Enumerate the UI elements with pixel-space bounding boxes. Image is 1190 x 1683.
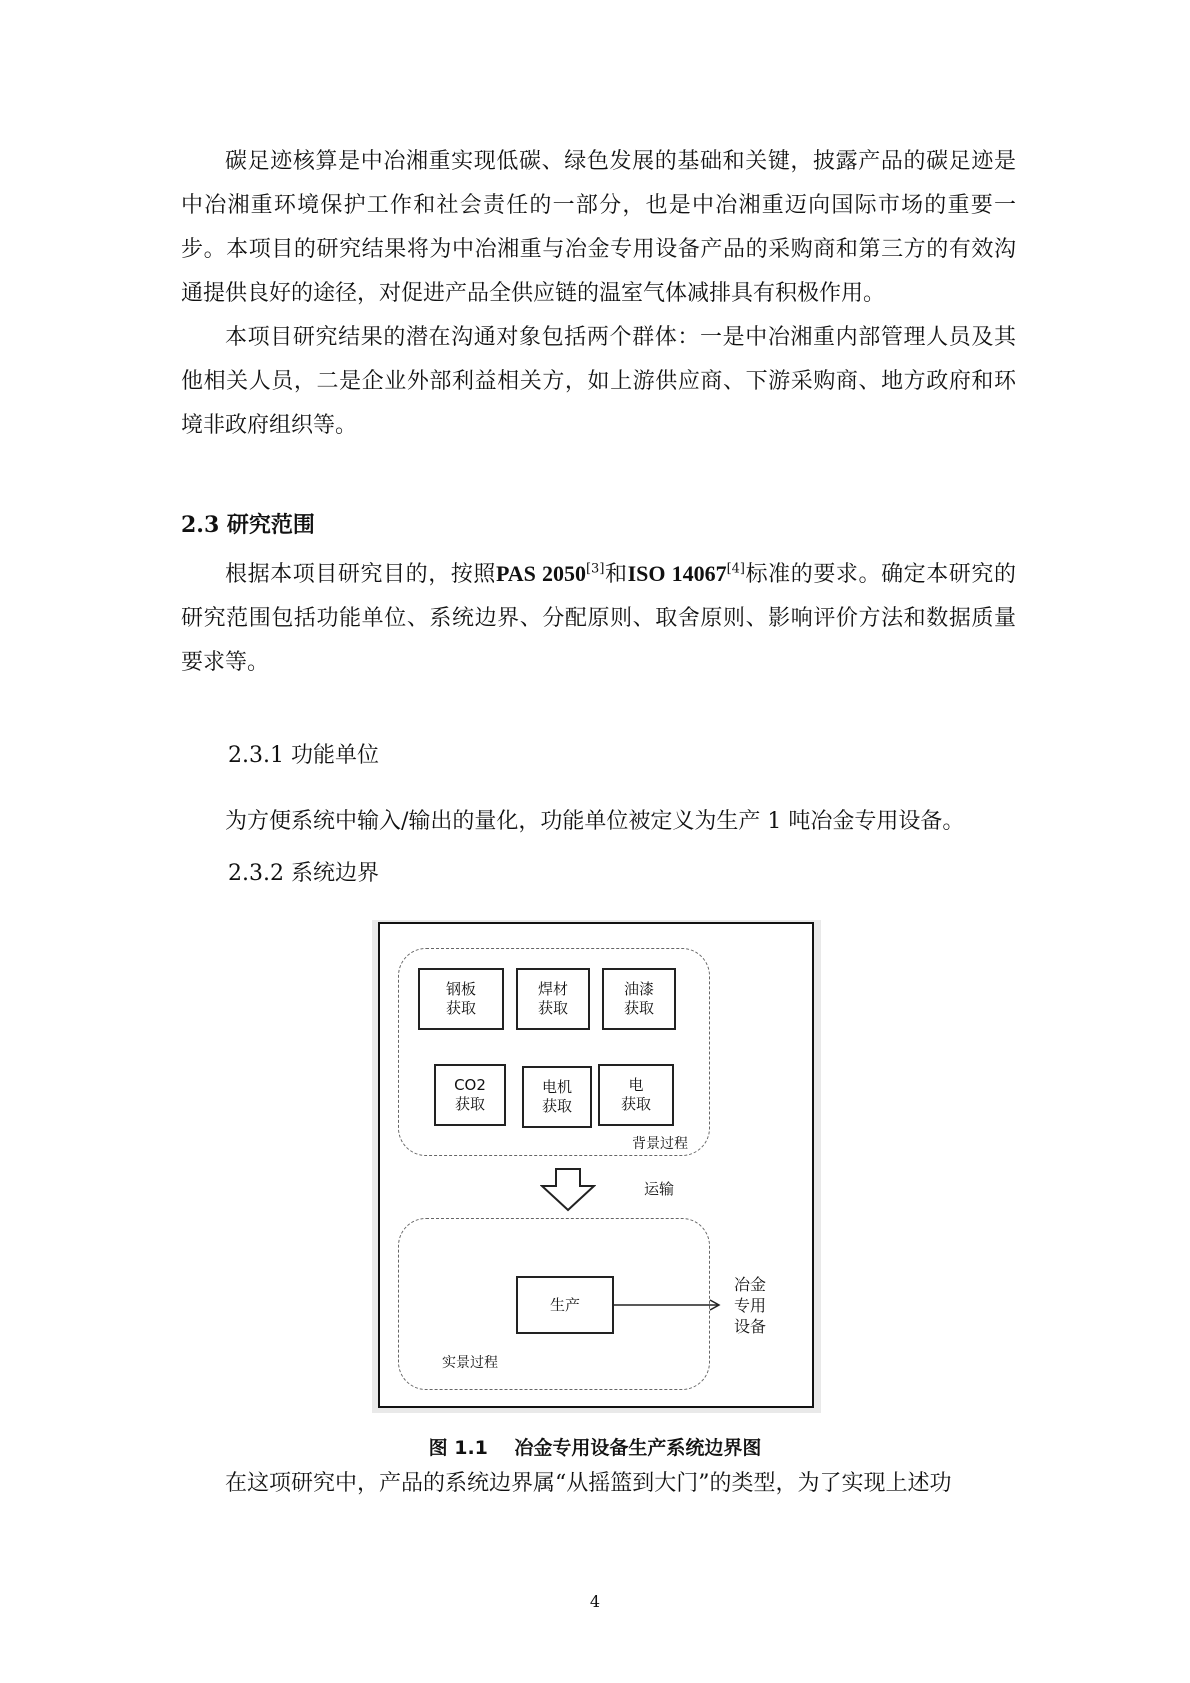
subheading-2-3-2: 2.3.2 系统边界 bbox=[228, 861, 379, 886]
paragraph-scope-block bbox=[181, 552, 1016, 685]
output-arrow-icon bbox=[613, 1298, 723, 1312]
box-label-line1: CO2 bbox=[454, 1076, 486, 1094]
box-label-line1: 钢板 bbox=[445, 980, 476, 998]
section-heading-2-3: 2.3 研究范围 bbox=[181, 512, 315, 538]
box-label-line1: 油漆 bbox=[623, 980, 654, 998]
output-line: 设备 bbox=[733, 1317, 766, 1336]
scope-text-b: 标准的要求。确定本研究的研究范围包括功能单位、系统边界、分配原则、取舍原则、影响评价方法和数据质量要求等。 bbox=[181, 562, 1016, 675]
paragraph-boundary-block bbox=[181, 1462, 1016, 1506]
box-label-line1: 电 bbox=[628, 1076, 644, 1094]
reference-3: [3] bbox=[585, 561, 605, 577]
paragraph-functional-unit-block bbox=[181, 800, 1016, 844]
electricity-acquisition-box bbox=[598, 1064, 674, 1126]
paragraph-scope bbox=[181, 552, 1016, 685]
box-label-line2: 获取 bbox=[537, 999, 568, 1017]
steel-plate-acquisition-box bbox=[418, 968, 504, 1030]
co2-acquisition-box bbox=[434, 1064, 506, 1126]
paragraph-intro bbox=[181, 140, 1016, 448]
output-line: 专用 bbox=[733, 1296, 766, 1315]
foreground-process-label: 实景过程 bbox=[442, 1355, 498, 1371]
welding-material-acquisition-box bbox=[516, 968, 590, 1030]
system-boundary-figure bbox=[372, 920, 821, 1413]
box-label-line2: 获取 bbox=[541, 1097, 572, 1115]
paint-acquisition-box bbox=[602, 968, 676, 1030]
production-box bbox=[516, 1276, 614, 1334]
page-number: 4 bbox=[589, 1592, 601, 1611]
box-label-line2: 获取 bbox=[623, 999, 654, 1017]
figure-frame bbox=[378, 922, 814, 1408]
standard-pas: PAS 2050 bbox=[495, 561, 586, 586]
output-line: 冶金 bbox=[733, 1275, 766, 1294]
transport-label: 运输 bbox=[644, 1180, 675, 1198]
paragraph-functional-unit: 为方便系统中输入/输出的量化，功能单位被定义为生产 1 吨冶金专用设备。 bbox=[225, 809, 965, 834]
subheading-2-3-1: 2.3.1 功能单位 bbox=[228, 743, 379, 768]
standard-iso: ISO 14067 bbox=[627, 561, 727, 586]
motor-acquisition-box bbox=[522, 1066, 592, 1128]
box-label-line2: 获取 bbox=[454, 1095, 485, 1113]
box-label-line2: 获取 bbox=[445, 999, 476, 1017]
scope-text-and: 和 bbox=[604, 562, 628, 587]
paragraph-communication: 本项目研究结果的潜在沟通对象包括两个群体：一是中冶湘重内部管理人员及其他相关人员，二是企业外部利益相关方，如上游供应商、下游采购商、地方政府和环境非政府组织等。 bbox=[181, 325, 1016, 438]
down-arrow-icon bbox=[540, 1168, 596, 1212]
paragraph-carbon-footprint: 碳足迹核算是中冶湘重实现低碳、绿色发展的基础和关键，披露产品的碳足迹是中冶湘重环境保护工作和社会责任的一部分，也是中冶湘重迈向国际市场的重要一步。本项目的研究结果将为中冶湘重与冶金专用设备产品的采购商和第三方的有效沟通提供良好的途径，对促进产品全供应链的温室气体减排具有积极作用。 bbox=[181, 149, 1016, 306]
box-label-line2: 获取 bbox=[620, 1095, 651, 1113]
background-process-label: 背景过程 bbox=[632, 1136, 688, 1152]
reference-4: [4] bbox=[726, 561, 745, 577]
paragraph-boundary: 在这项研究中，产品的系统边界属“从摇篮到大门”的类型，为了实现上述功 bbox=[225, 1471, 952, 1496]
figure-caption: 图 1.1 冶金专用设备生产系统边界图 bbox=[428, 1437, 762, 1459]
production-label: 生产 bbox=[549, 1295, 580, 1314]
box-label-line1: 焊材 bbox=[537, 980, 568, 998]
scope-text-a: 根据本项目研究目的，按照 bbox=[225, 562, 496, 587]
box-label-line1: 电机 bbox=[541, 1078, 572, 1096]
output-product-label bbox=[728, 1274, 772, 1337]
